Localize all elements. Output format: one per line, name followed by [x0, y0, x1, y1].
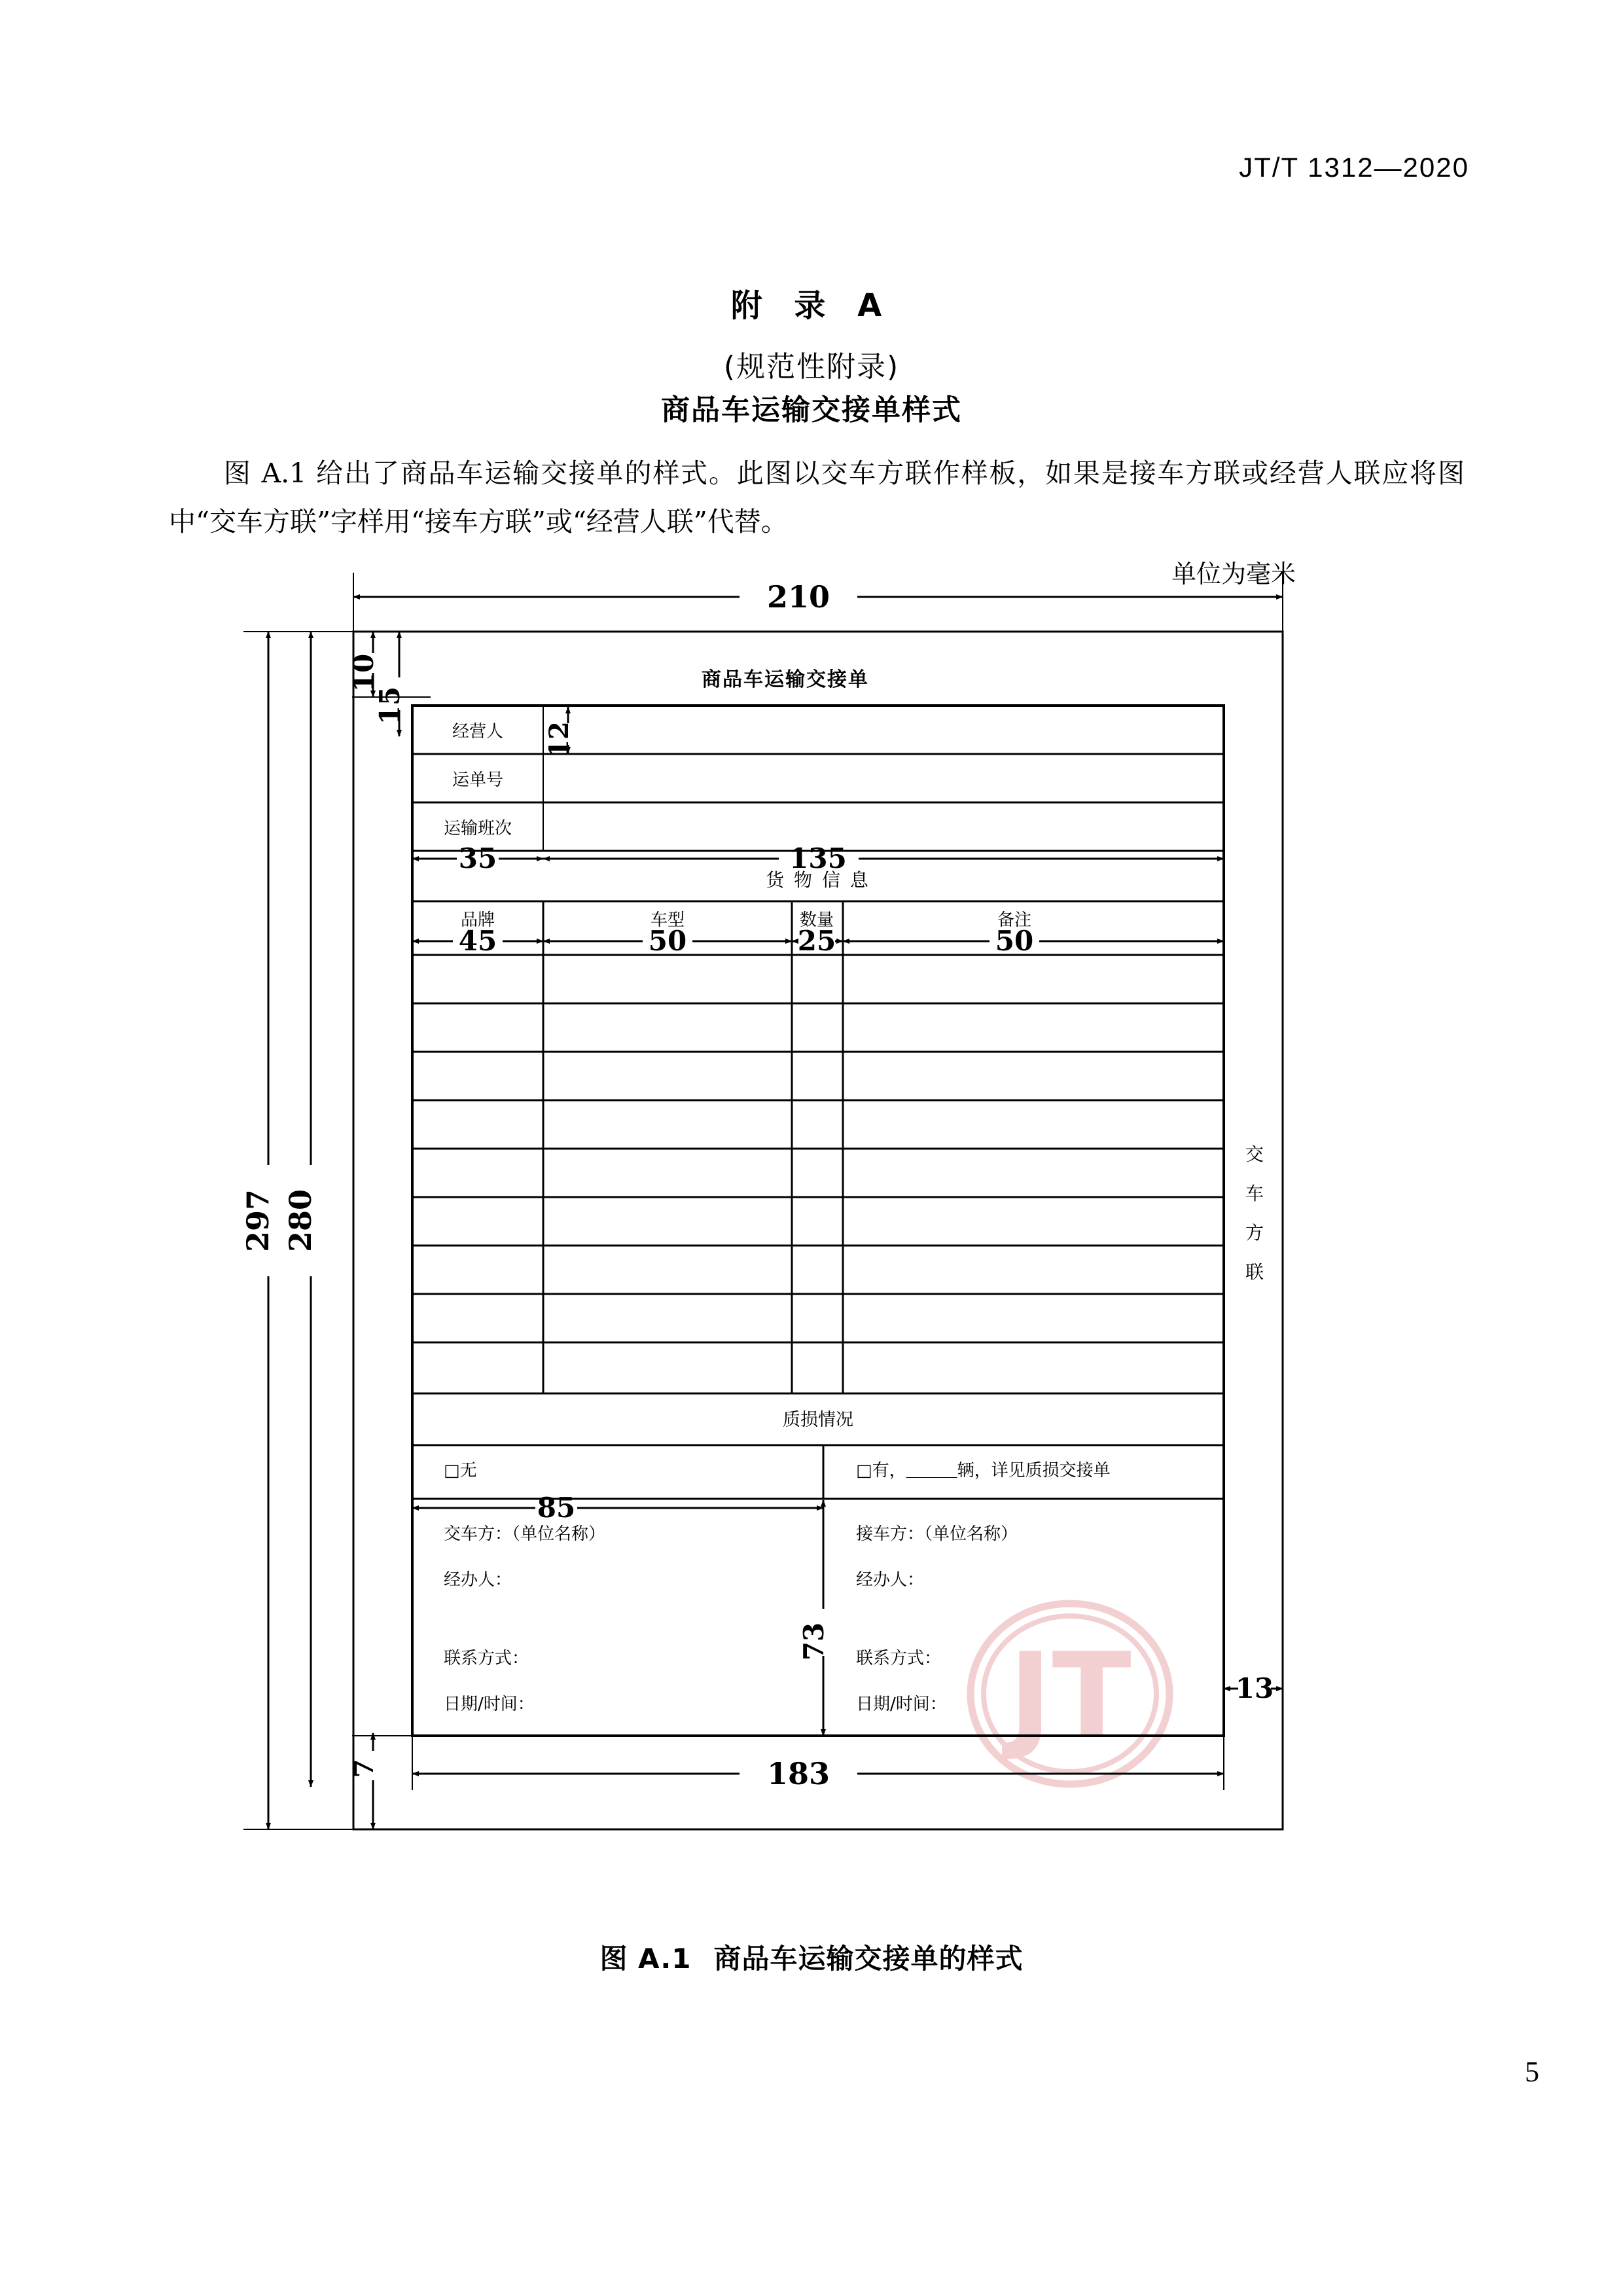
dimension-50b-label: 50: [995, 925, 1034, 957]
signature-block-receiving: [856, 1524, 1018, 1714]
dimension-7-label: 7: [348, 1759, 380, 1778]
info-label-waybill-number: 运单号: [452, 770, 504, 790]
dimension-value-col: [543, 842, 1224, 874]
handover-datetime-label: 日期/时间：: [444, 1695, 535, 1714]
receiving-contact-label: 联系方式：: [856, 1649, 942, 1668]
dimension-bottom-margin: [348, 1733, 412, 1829]
dimension-297-label: 297: [240, 1189, 276, 1253]
form-title: 商品车运输交接单: [702, 668, 869, 691]
figure-technical-drawing: [240, 579, 1361, 1905]
dimension-135-label: 135: [789, 842, 847, 874]
dimension-183-label: 183: [766, 1756, 830, 1791]
side-label-char-1: 车: [1245, 1183, 1264, 1204]
cargo-grid-verticals: [543, 901, 843, 1393]
dimension-cargo-columns: [412, 925, 1224, 957]
handover-party-label: 交车方：（单位名称）: [444, 1524, 606, 1544]
dimension-15-label: 15: [374, 686, 406, 725]
damage-option-none[interactable]: □无: [444, 1461, 477, 1480]
dimension-50a-label: 50: [648, 925, 687, 957]
cargo-col-header-model: 车型: [650, 910, 685, 930]
signature-block-handover: [444, 1524, 605, 1714]
dimension-85-label: 85: [537, 1492, 576, 1524]
dimension-label-col: [412, 842, 543, 874]
receiving-party-label: 接车方：（单位名称）: [856, 1524, 1018, 1544]
page-header-standard-number: JT/T 1312—2020: [1239, 152, 1469, 183]
cargo-col-header-quantity: 数量: [799, 910, 834, 930]
page-number: 5: [1525, 2056, 1539, 2088]
info-label-transport-shift: 运输班次: [443, 819, 512, 838]
paragraph-text: 图 A.1 给出了商品车运输交接单的样式。此图以交车方联作样板，如果是接车方联或经营人联应将图中“交车方联”字样用“接车方联”或“经营人联”代替。: [169, 457, 1465, 537]
side-label-handover-copy: [1245, 1143, 1264, 1283]
cargo-section-title: 货 物 信 息: [766, 869, 870, 891]
appendix-name: 商品车运输交接单样式: [661, 393, 962, 427]
unit-note: 单位为毫米: [1171, 560, 1296, 588]
damage-option-has[interactable]: □有，＿＿＿辆，详见质损交接单: [856, 1461, 1111, 1480]
info-label-operator: 经营人: [452, 722, 504, 742]
figure-caption-label: 图 A.1: [599, 1943, 692, 1975]
dimension-35-label: 35: [458, 842, 497, 874]
damage-section-title: 质损情况: [783, 1410, 853, 1430]
watermark-text: JT: [1008, 1628, 1132, 1763]
receiving-datetime-label: 日期/时间：: [856, 1695, 947, 1714]
body-paragraph: [169, 449, 1465, 546]
figure-caption-text: 商品车运输交接单的样式: [713, 1943, 1024, 1975]
dimension-25-label: 25: [797, 925, 836, 957]
dimension-row-height: [544, 707, 575, 758]
dimension-73-label: 73: [798, 1622, 830, 1661]
appendix-title: 附 录 A: [730, 287, 893, 324]
damage-options-row: [412, 1445, 1224, 1499]
handover-handler-label: 经办人：: [444, 1570, 512, 1590]
cargo-col-header-remark: 备注: [997, 910, 1032, 930]
appendix-subtitle: (规范性附录): [723, 350, 900, 384]
dimension-damage-left: [412, 1492, 823, 1524]
side-label-char-2: 方: [1245, 1222, 1264, 1244]
dimension-13-label: 13: [1235, 1672, 1274, 1704]
handover-contact-label: 联系方式：: [444, 1649, 529, 1668]
side-label-char-3: 联: [1245, 1261, 1264, 1283]
dimension-280-label: 280: [283, 1189, 318, 1253]
receiving-handler-label: 经办人：: [856, 1570, 925, 1590]
cargo-empty-rows: [412, 1003, 1224, 1393]
dimension-inner-height: [283, 632, 318, 1787]
dimension-210-label: 210: [766, 579, 830, 615]
side-label-char-0: 交: [1245, 1143, 1264, 1165]
figure-caption: [0, 1937, 1623, 1977]
dimension-10-label: 10: [348, 653, 380, 692]
cargo-col-header-brand: 品牌: [460, 910, 495, 930]
info-rows-group: [412, 706, 1224, 851]
dimension-signature-height: [798, 1500, 830, 1736]
dimension-45-label: 45: [458, 925, 497, 957]
jt-watermark-stamp: [971, 1604, 1169, 1784]
dimension-side-strip: [1224, 1656, 1283, 1715]
dimension-12-label: 12: [544, 721, 575, 758]
dimension-page-width: [353, 573, 1283, 632]
